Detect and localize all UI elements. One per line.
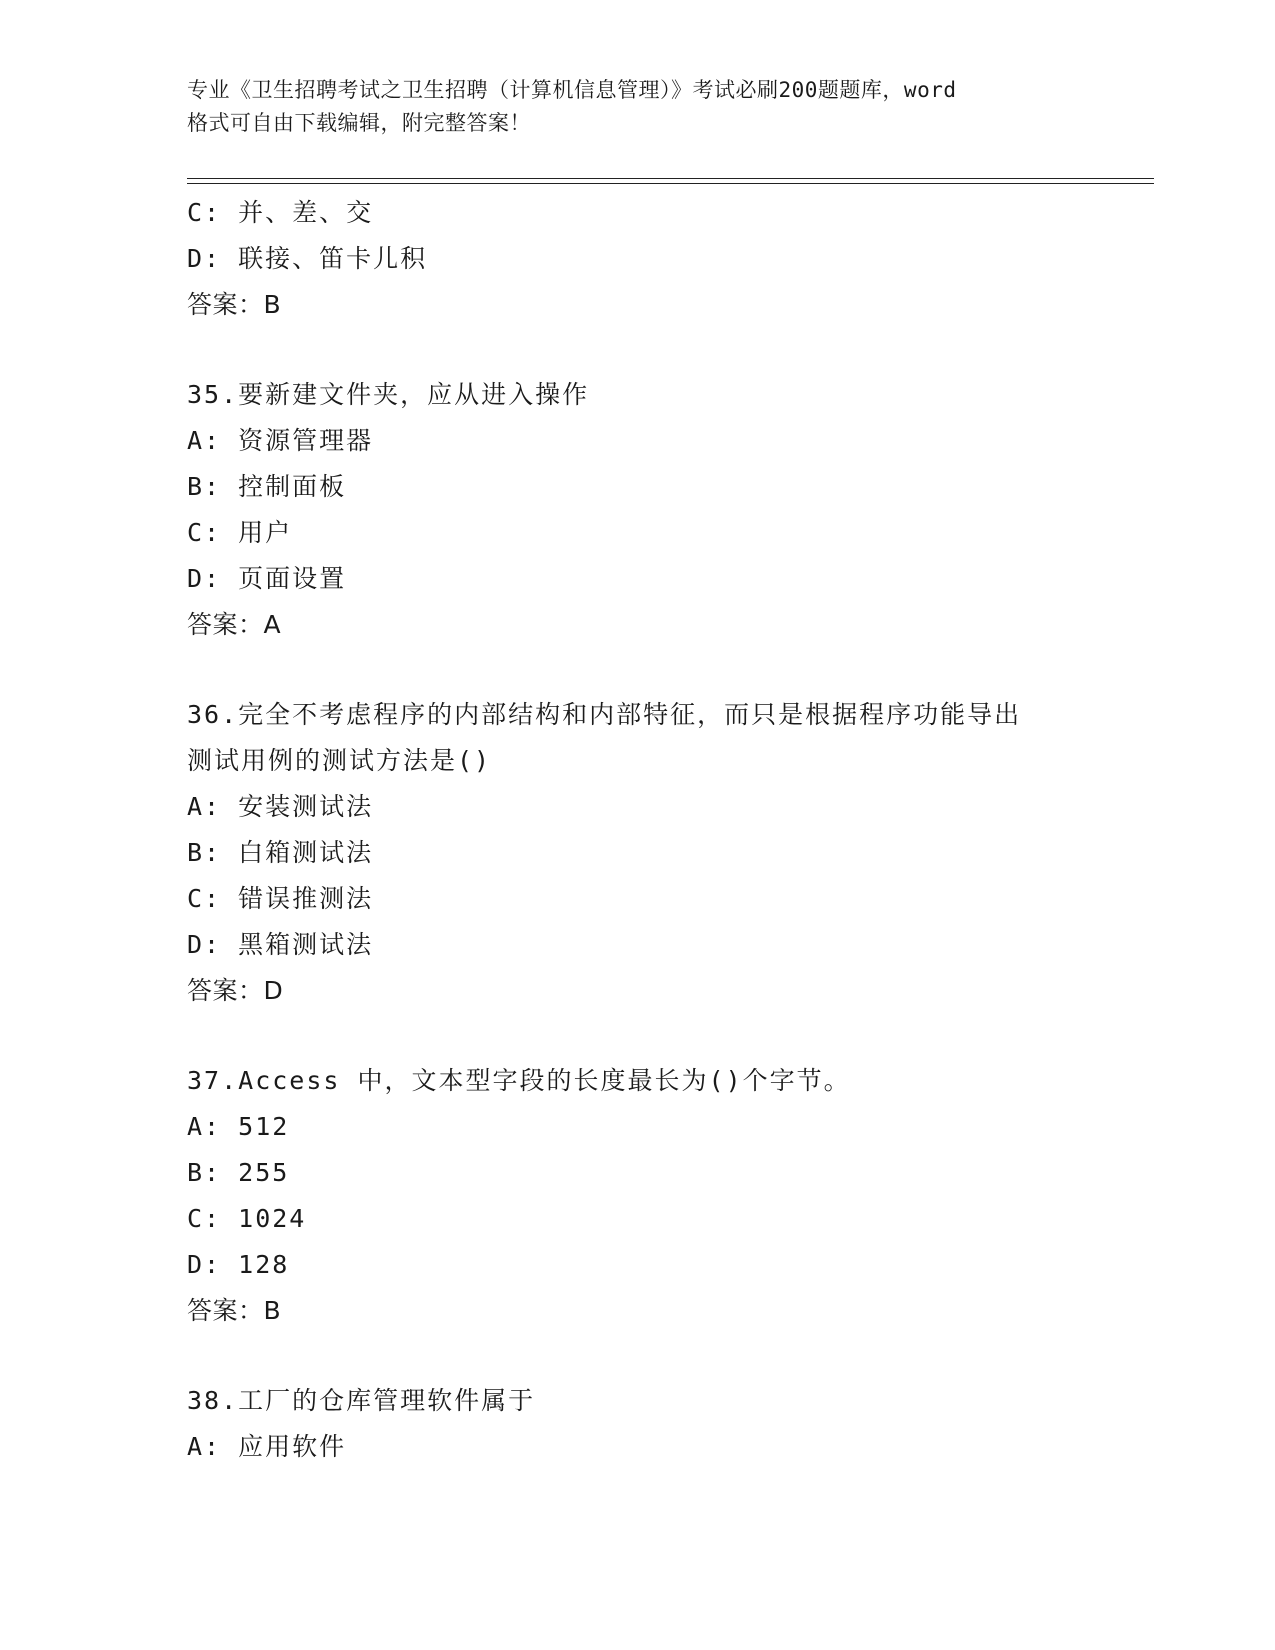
question-34 [187, 190, 1147, 328]
answer: 答案：B [187, 1296, 282, 1325]
option-a: A: 安装测试法 [187, 792, 374, 821]
question-text-line-2: 测试用例的测试方法是() [187, 746, 492, 775]
option-a: A: 应用软件 [187, 1432, 347, 1461]
question-36 [187, 692, 1147, 1014]
option-b: B: 控制面板 [187, 472, 347, 501]
option-a: A: 512 [187, 1112, 290, 1141]
answer: 答案：B [187, 290, 282, 319]
question-text-line-1: 36.完全不考虑程序的内部结构和内部特征，而只是根据程序功能导出 [187, 700, 1022, 729]
question-text: 37.Access 中，文本型字段的长度最长为()个字节。 [187, 1066, 851, 1095]
question-text: 38.工厂的仓库管理软件属于 [187, 1386, 536, 1415]
option-d: D: 128 [187, 1250, 290, 1279]
option-c: C: 用户 [187, 518, 293, 547]
option-c: C: 并、差、交 [187, 198, 374, 227]
question-text: 35.要新建文件夹，应从进入操作 [187, 380, 590, 409]
answer: 答案：D [187, 976, 284, 1005]
option-c: C: 错误推测法 [187, 884, 374, 913]
answer: 答案：A [187, 610, 282, 639]
header-line-2: 格式可自由下载编辑，附完整答案！ [187, 111, 531, 135]
header-divider-top [187, 178, 1154, 179]
option-a: A: 资源管理器 [187, 426, 374, 455]
option-b: B: 255 [187, 1158, 290, 1187]
option-b: B: 白箱测试法 [187, 838, 374, 867]
option-d: D: 页面设置 [187, 564, 347, 593]
question-35 [187, 372, 1147, 648]
question-37 [187, 1058, 1147, 1334]
document-header [187, 74, 1087, 140]
header-divider-bottom [187, 183, 1154, 184]
option-d: D: 黑箱测试法 [187, 930, 374, 959]
option-c: C: 1024 [187, 1204, 307, 1233]
question-38 [187, 1378, 1147, 1470]
option-d: D: 联接、笛卡儿积 [187, 244, 428, 273]
header-line-1: 专业《卫生招聘考试之卫生招聘（计算机信息管理）》考试必刷200题题库，word [187, 78, 957, 102]
question-list [187, 190, 1147, 1470]
